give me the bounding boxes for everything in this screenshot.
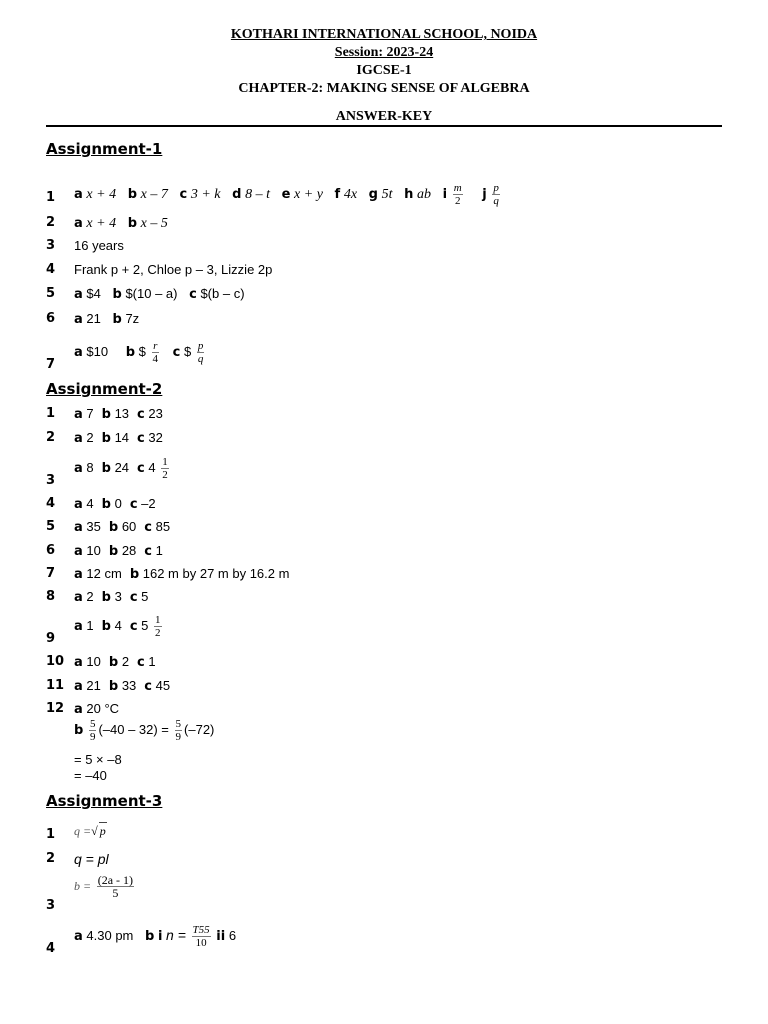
square-root-p: p	[99, 824, 106, 838]
a2-q12b-line3: = –40	[74, 768, 107, 783]
fraction-p-over-q-dollars: $\frac{p}{q}$	[197, 340, 204, 365]
header-divider	[46, 125, 722, 127]
a2-q12b: b $\frac{5}{9}$ (–40 – 32) = $\frac{5}{9}$ (–72)	[74, 718, 215, 743]
fraction-p-over-q: $\frac{p}{q}$	[493, 182, 499, 207]
document-title: ANSWER-KEY	[335, 109, 433, 124]
assignment-2-heading: Assignment-2	[46, 380, 163, 398]
fraction-one-half: $\frac{1}{2}$	[162, 456, 168, 481]
school-name: KOTHARI INTERNATIONAL SCHOOL, NOIDA	[230, 27, 538, 42]
a2-q12b-line2: = 5 × –8	[74, 752, 122, 767]
answer-key-page: KOTHARI INTERNATIONAL SCHOOL, NOIDA Session: 2023-24 IGCSE-1 CHAPTER-2: MAKING SENSE OF ALGEBRA ANSWER-KEY Assignment-1 1 a x + 4 b x – 7 c 3 + k d 8 – t e x + y f 4x g 5t h ab i $\frac{m}{2}$ j $\frac{p}{q}$ 2 a x + 4 b x – 5 3 16 years 4 Frank p + 2, Chloe p – 3, Lizzie 2p 5 a $4 b $(10 – a) c $(b – c) 6 a 21 b 7z 7 a $10 b $ $\frac{r}{4}$ c $ $\frac{p}{q}$ Assignment-2 1 a 7 b 13 c 23 2 a 2 b 14 c 32 3 a 8 b 24 c 4 $\frac{1}{2}$ 4 a 4 b 0 c –2 5 a 35 b 60 c 85 6 a 10 b 28 c 1 7 a 12 cm b 162 m by 27 m by 16.2 m 8 a 2 b 3 c 5 9 a 1 b 4 c 5 $\frac{1}{2}$ 10 a 10 b 2 c 1 11 a 21 b 33 c 45 12 a 20 °C b $\frac{5}{9}$ (–40 – 32) = $\frac{5}{9}$ (–72) = 5 × –8 = –40 Assignment-3 1 q =√ p 2 q = pl 3 b = $\frac{(2a - 1)}{5}$ 4 a 4.30 pm b i n = $\frac{T55}{10}$ ii 6	[0, 0, 768, 1024]
fraction-r-over-4: $\frac{r}{4}$	[152, 340, 159, 365]
fraction-five-ninths: $\frac{5}{9}$	[89, 718, 96, 743]
assignment-1-heading: Assignment-1	[46, 140, 163, 158]
fraction-t55-over-10: $\frac{T55}{10}$	[192, 924, 210, 949]
session: Session: 2023-24	[334, 45, 434, 60]
fraction-five-ninths-2: $\frac{5}{9}$	[175, 718, 182, 743]
fraction-m-over-2: $\frac{m}{2}$	[453, 182, 462, 207]
fraction-2a-minus-1-over-5: $\frac{(2a - 1)}{5}$	[97, 873, 134, 900]
fraction-one-half-q9: $\frac{1}{2}$	[155, 614, 161, 639]
chapter-title: CHAPTER-2: MAKING SENSE OF ALGEBRA	[238, 81, 530, 96]
grade: IGCSE-1	[356, 63, 412, 78]
assignment-3-heading: Assignment-3	[46, 792, 163, 810]
